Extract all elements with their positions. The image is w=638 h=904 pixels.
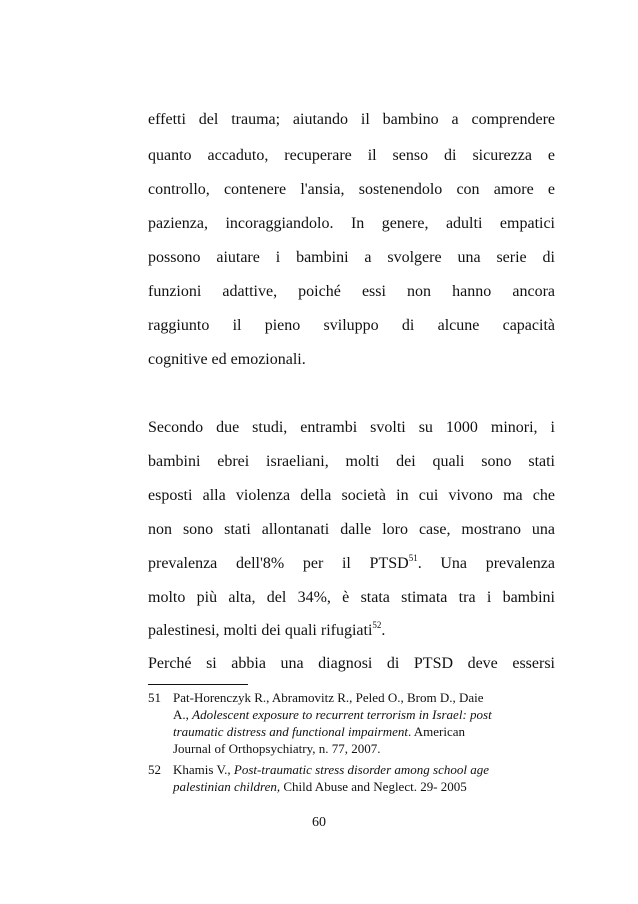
body-line: quanto accaduto, recuperare il senso di sicurezza e bbox=[148, 147, 555, 164]
footnote-text: Khamis V., bbox=[173, 762, 234, 777]
footnote-line bbox=[148, 761, 568, 778]
footnote-line: Pat-Horenczyk R., Abramovitz R., Peled O., Brom D., Daie bbox=[173, 690, 484, 705]
footnote-ref-51[interactable]: 51 bbox=[408, 552, 418, 563]
page-number: 60 bbox=[312, 815, 326, 830]
body-line: raggiunto il pieno sviluppo di alcune capacità bbox=[148, 317, 555, 334]
footnote-title: traumatic distress and functional impairment bbox=[173, 724, 408, 739]
footnote-number: 51 bbox=[148, 690, 161, 705]
footnote-text: . American bbox=[407, 724, 466, 739]
footnote-number: 52 bbox=[148, 762, 161, 777]
body-line: funzioni adattive, poiché essi non hanno ancora bbox=[148, 283, 555, 300]
body-text: . Una prevalenza bbox=[417, 555, 555, 572]
footnote-title: Post-traumatic stress disorder among school age bbox=[233, 762, 489, 777]
body-line: pazienza, incoraggiandolo. In genere, adulti empatici bbox=[148, 215, 555, 232]
footnote-51 bbox=[148, 689, 568, 757]
body-line: non sono stati allontanati dalle loro case, mostrano una bbox=[148, 521, 555, 538]
body-line: cognitive ed emozionali. bbox=[148, 351, 306, 368]
body-text: palestinesi, molti dei quali rifugiati bbox=[148, 622, 373, 639]
footnote-title: Adolescent exposure to recurrent terrorism in Israel: post bbox=[192, 707, 492, 722]
body-line: molto più alta, del 34%, è stata stimata tra i bambini bbox=[148, 589, 555, 606]
footnote-separator bbox=[148, 684, 248, 685]
footnote-text: A., bbox=[173, 707, 193, 722]
body-line: esposti alla violenza della società in cui vivono ma che bbox=[148, 487, 555, 504]
footnote-ref-52[interactable]: 52 bbox=[372, 619, 382, 630]
body-line: Secondo due studi, entrambi svolti su 1000 minori, i bbox=[148, 419, 555, 436]
footnote-52 bbox=[148, 761, 568, 795]
body-line: Perché si abbia una diagnosi di PTSD deve essersi bbox=[148, 655, 555, 672]
footnote-line bbox=[148, 706, 568, 723]
body-line: controllo, contenere l'ansia, sostenendolo con amore e bbox=[148, 181, 555, 198]
footnote-line bbox=[148, 778, 568, 795]
body-line bbox=[148, 621, 555, 641]
footnote-line: Journal of Orthopsychiatry, n. 77, 2007. bbox=[173, 741, 381, 756]
body-line: bambini ebrei israeliani, molti dei quali sono stati bbox=[148, 453, 555, 470]
body-line bbox=[148, 554, 555, 574]
body-line: effetti del trauma; aiutando il bambino a comprendere bbox=[148, 111, 555, 128]
body-text: . bbox=[381, 622, 386, 639]
footnote-text: Child Abuse and Neglect. 29- 2005 bbox=[280, 779, 467, 794]
footnote-title: palestinian children, bbox=[173, 779, 281, 794]
footnote-line bbox=[148, 723, 568, 740]
body-line: possono aiutare i bambini a svolgere una serie di bbox=[148, 249, 555, 266]
body-text: prevalenza dell'8% per il PTSD bbox=[148, 555, 409, 572]
